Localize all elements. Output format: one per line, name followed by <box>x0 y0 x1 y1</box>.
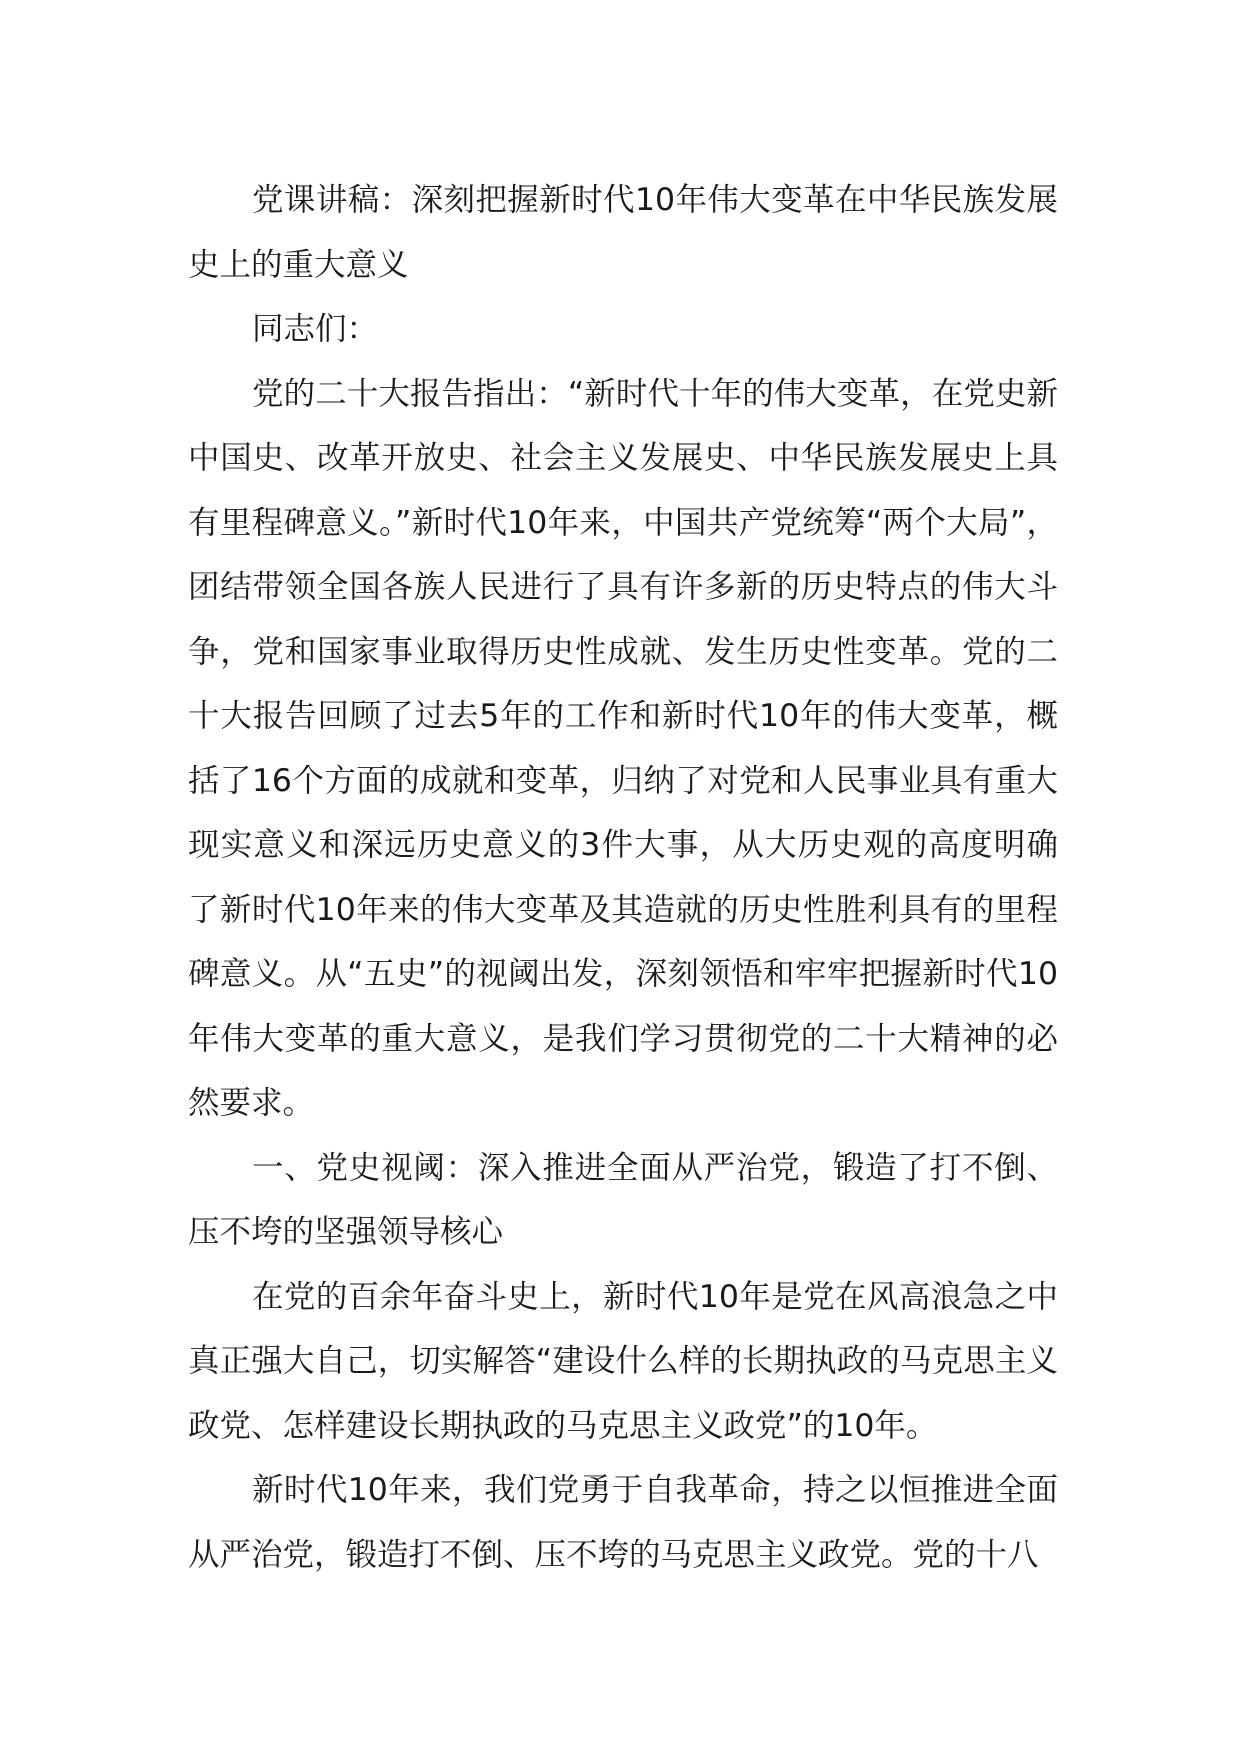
document-body <box>188 168 1058 1587</box>
document-title: 党课讲稿：深刻把握新时代10年伟大变革在中华民族发展史上的重大意义 <box>188 182 1058 283</box>
paragraph-body: 在党的百余年奋斗史上，新时代10年是党在风高浪急之中真正强大自己，切实解答“建设什么样的长期执政的马克思主义政党、怎样建设长期执政的马克思主义政党”的10年。 <box>188 1278 1058 1444</box>
paragraph-intro: 党的二十大报告指出：“新时代十年的伟大变革，在党史新中国史、改革开放史、社会主义发展史、中华民族发展史上具有里程碑意义。”新时代10年来，中国共产党统筹“两个大局”，团结带领全国各族人民进行了具有许多新的历史特点的伟大斗争，党和国家事业取得历史性成就、发生历史性变革。党的二十大报告回顾了过去5年的工作和新时代10年的伟大变革，概括了16个方面的成就和变革，归纳了对党和人民事业具有重大现实意义和深远历史意义的3件大事，从大历史观的高度明确了新时代10年来的伟大变革及其造就的历史性胜利具有的里程碑意义。从“五史”的视阈出发，深刻领悟和牢牢把握新时代10年伟大变革的重大意义，是我们学习贯彻党的二十大精神的必然要求。 <box>188 375 1058 1121</box>
salutation: 同志们： <box>252 311 379 347</box>
paragraph-body: 新时代10年来，我们党勇于自我革命，持之以恒推进全面从严治党，锻造打不倒、压不垮的马克思主义政党。党的十八 <box>188 1472 1058 1573</box>
section-heading-1: 一、党史视阈：深入推进全面从严治党，锻造了打不倒、压不垮的坚强领导核心 <box>188 1149 1058 1250</box>
